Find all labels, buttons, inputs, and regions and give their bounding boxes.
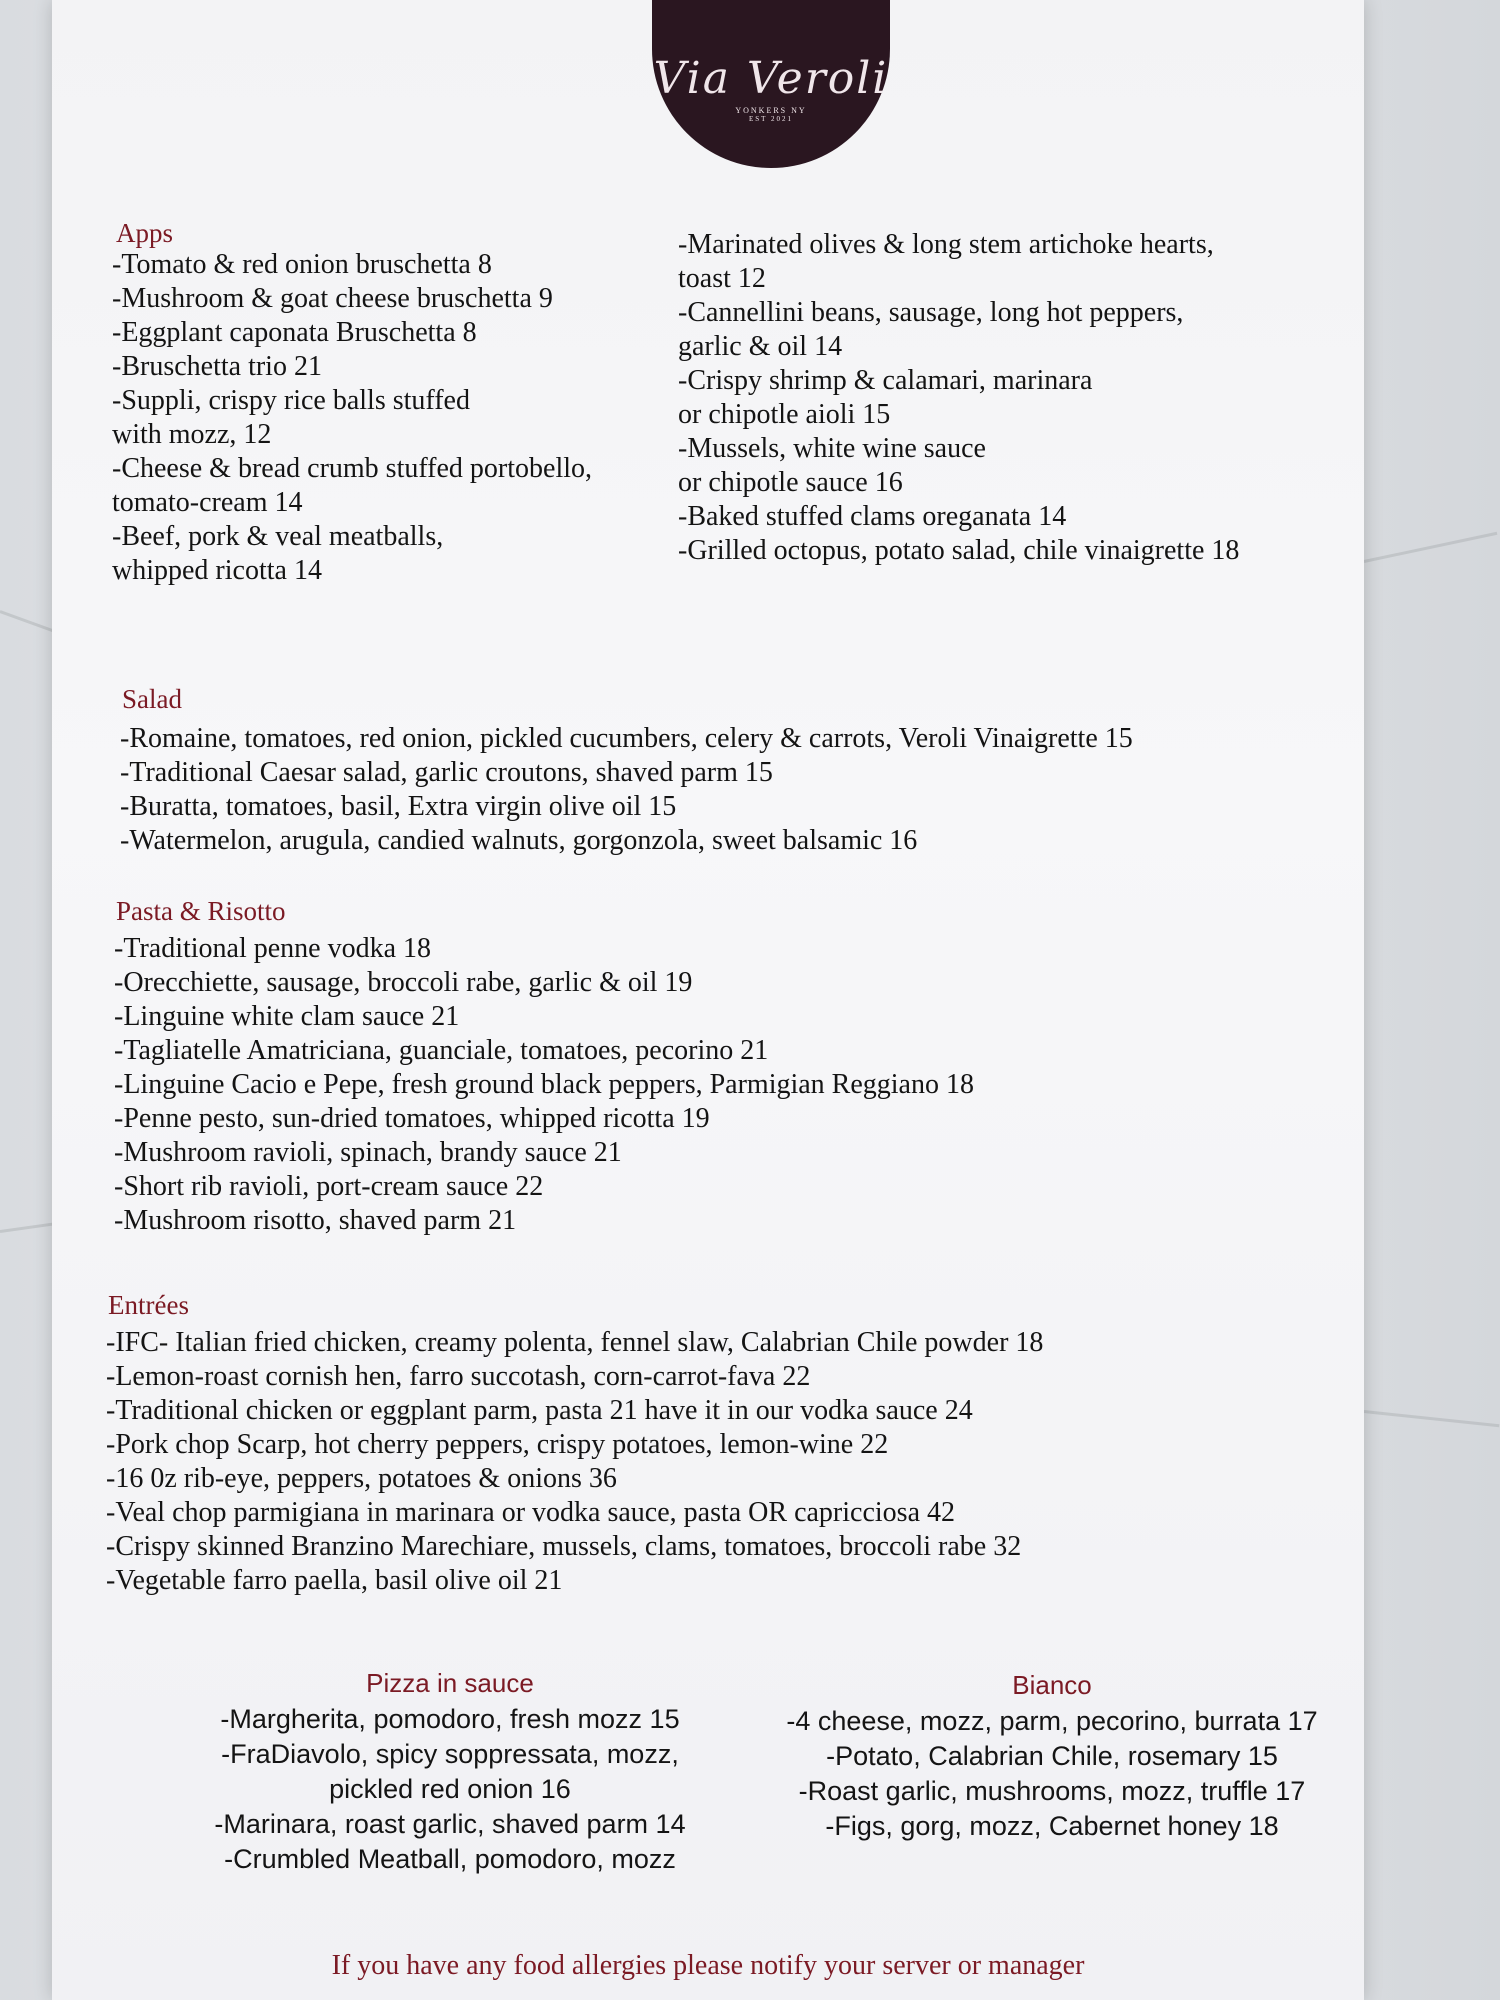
pasta-list (114, 932, 974, 1238)
list-item: -Linguine white clam sauce 21 (114, 1001, 460, 1032)
allergy-notice: If you have any food allergies please notify your server or manager (331, 1950, 1085, 1981)
entrees-heading: Entrées (108, 1290, 189, 1320)
salad-list (120, 722, 1133, 858)
restaurant-logo (652, 0, 890, 168)
list-item: or chipotle aioli 15 (678, 399, 891, 430)
list-item: -Figs, gorg, mozz, Cabernet honey 18 (825, 1811, 1279, 1841)
marble-vein (0, 610, 57, 633)
list-item: -Marinara, roast garlic, shaved parm 14 (214, 1809, 686, 1839)
list-item: -Tagliatelle Amatriciana, guanciale, tomatoes, pecorino 21 (114, 1035, 769, 1066)
apps-heading: Apps (116, 218, 174, 248)
list-item: -Cheese & bread crumb stuffed portobello, (112, 453, 593, 484)
list-item: -Roast garlic, mushrooms, mozz, truffle 17 (798, 1776, 1306, 1806)
bianco-list (732, 1704, 1372, 1844)
pizza-sauce-list (130, 1702, 770, 1877)
list-item: -Crispy shrimp & calamari, marinara (678, 365, 1093, 396)
list-item: -Mushroom risotto, shaved parm 21 (114, 1205, 517, 1236)
list-item: -Beef, pork & veal meatballs, (112, 521, 444, 552)
list-item: -Tomato & red onion bruschetta 8 (112, 249, 492, 280)
entrees-list (106, 1326, 1043, 1598)
bianco-heading: Bianco (1012, 1670, 1092, 1700)
list-item: -Traditional Caesar salad, garlic croutons, shaved parm 15 (120, 757, 773, 788)
list-item: -Vegetable farro paella, basil olive oil 21 (106, 1565, 563, 1596)
list-item: -Romaine, tomatoes, red onion, pickled cucumbers, celery & carrots, Veroli Vinaigrette 15 (120, 723, 1133, 754)
salad-heading: Salad (122, 684, 182, 714)
list-item: -Baked stuffed clams oreganata 14 (678, 501, 1067, 532)
list-item: -Orecchiette, sausage, broccoli rabe, garlic & oil 19 (114, 967, 693, 998)
list-item: with mozz, 12 (112, 419, 272, 450)
list-item: -Traditional penne vodka 18 (114, 933, 432, 964)
list-item: -Veal chop parmigiana in marinara or vodka sauce, pasta OR capricciosa 42 (106, 1497, 955, 1528)
list-item: -IFC- Italian fried chicken, creamy polenta, fennel slaw, Calabrian Chile powder 18 (106, 1327, 1044, 1358)
list-item: garlic & oil 14 (678, 331, 843, 362)
list-item: -Eggplant caponata Bruschetta 8 (112, 317, 477, 348)
logo-location: YONKERS NY (735, 106, 807, 115)
list-item: -Short rib ravioli, port-cream sauce 22 (114, 1171, 544, 1202)
list-item: -Cannellini beans, sausage, long hot peppers, (678, 297, 1184, 328)
list-item: -Pork chop Scarp, hot cherry peppers, crispy potatoes, lemon-wine 22 (106, 1429, 889, 1460)
list-item: -Mussels, white wine sauce (678, 433, 986, 464)
list-item: pickled red onion 16 (329, 1774, 571, 1804)
apps-left-list (112, 248, 592, 588)
list-item: -Buratta, tomatoes, basil, Extra virgin olive oil 15 (120, 791, 677, 822)
pizza-sauce-heading: Pizza in sauce (366, 1668, 534, 1698)
list-item: -Lemon-roast cornish hen, farro succotash, corn-carrot-fava 22 (106, 1361, 811, 1392)
list-item: -Grilled octopus, potato salad, chile vinaigrette 18 (678, 535, 1240, 566)
list-item: -Watermelon, arugula, candied walnuts, gorgonzola, sweet balsamic 16 (120, 825, 918, 856)
list-item: or chipotle sauce 16 (678, 467, 903, 498)
list-item: -Potato, Calabrian Chile, rosemary 15 (826, 1741, 1278, 1771)
list-item: -Crumbled Meatball, pomodoro, mozz (224, 1844, 676, 1874)
logo-est: EST 2021 (748, 115, 794, 123)
pasta-heading: Pasta & Risotto (116, 896, 286, 926)
list-item: -4 cheese, mozz, parm, pecorino, burrata 17 (786, 1706, 1318, 1736)
list-item: -Suppli, crispy rice balls stuffed (112, 385, 470, 416)
list-item: -FraDiavolo, spicy soppressata, mozz, (221, 1739, 679, 1769)
list-item: toast 12 (678, 263, 766, 294)
list-item: -Margherita, pomodoro, fresh mozz 15 (220, 1704, 680, 1734)
list-item: -16 0z rib-eye, peppers, potatoes & onions 36 (106, 1463, 617, 1494)
logo-name: Via Veroli (653, 53, 889, 104)
list-item: -Marinated olives & long stem artichoke hearts, (678, 229, 1214, 260)
marble-vein (0, 1222, 58, 1233)
list-item: tomato-cream 14 (112, 487, 303, 518)
list-item: -Mushroom ravioli, spinach, brandy sauce 21 (114, 1137, 622, 1168)
list-item: -Traditional chicken or eggplant parm, pasta 21 have it in our vodka sauce 24 (106, 1395, 973, 1426)
marble-vein (1364, 1410, 1500, 1427)
list-item: whipped ricotta 14 (112, 555, 322, 586)
list-item: -Mushroom & goat cheese bruschetta 9 (112, 283, 553, 314)
apps-right-list (678, 228, 1239, 568)
list-item: -Crispy skinned Branzino Marechiare, mussels, clams, tomatoes, broccoli rabe 32 (106, 1531, 1022, 1562)
list-item: -Linguine Cacio e Pepe, fresh ground black peppers, Parmigian Reggiano 18 (114, 1069, 974, 1100)
list-item: -Penne pesto, sun-dried tomatoes, whipped ricotta 19 (114, 1103, 710, 1134)
list-item: -Bruschetta trio 21 (112, 351, 322, 382)
menu-sheet (52, 0, 1364, 2000)
marble-vein (1364, 532, 1498, 563)
